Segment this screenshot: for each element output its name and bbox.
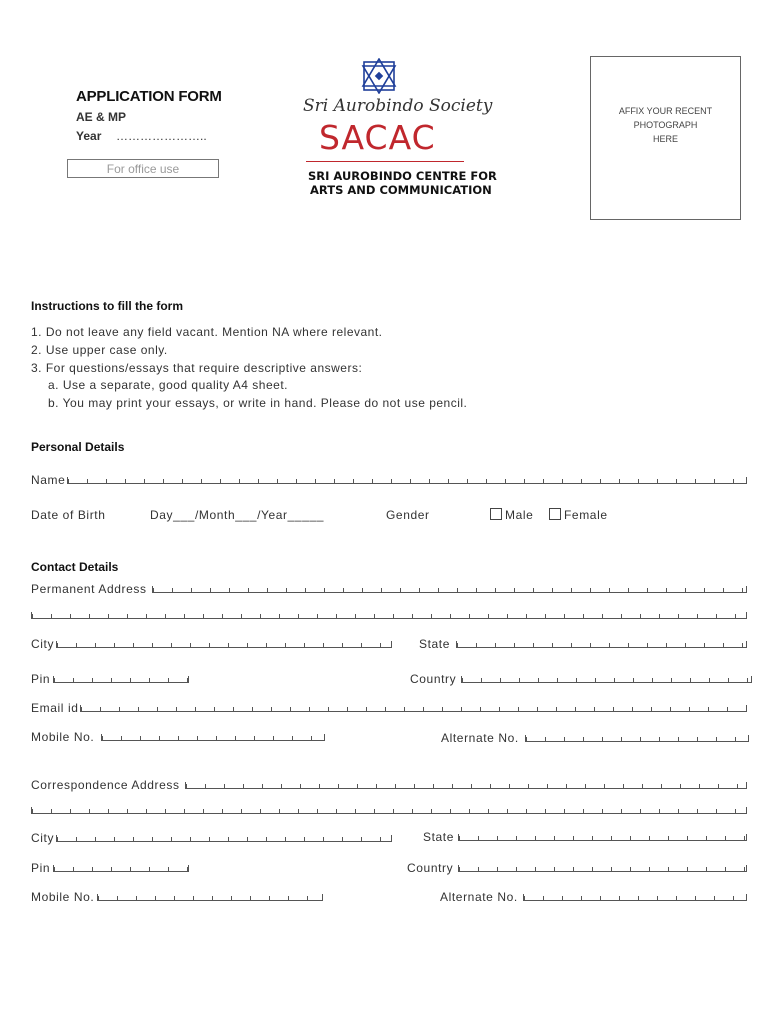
- country-field[interactable]: [458, 865, 747, 872]
- instruction-item: 2. Use upper case only.: [31, 343, 168, 357]
- photo-text-2: PHOTOGRAPH: [633, 120, 698, 130]
- country-field[interactable]: [461, 676, 752, 683]
- pin-field[interactable]: [53, 865, 189, 872]
- office-use-box: For office use: [67, 159, 219, 178]
- year-field[interactable]: …………………..: [116, 129, 207, 143]
- country-label: Country: [410, 672, 457, 686]
- mobile-field[interactable]: [101, 734, 325, 741]
- mobile-field[interactable]: [97, 894, 323, 901]
- permanent-address-field[interactable]: [152, 586, 747, 593]
- city-label: City: [31, 637, 55, 651]
- male-checkbox[interactable]: [490, 508, 502, 520]
- instruction-item: 1. Do not leave any field vacant. Mention NA where relevant.: [31, 325, 383, 339]
- mobile-label: Mobile No.: [31, 730, 95, 744]
- logo-line-2: ARTS AND COMMUNICATION: [310, 183, 492, 197]
- correspondence-address-field[interactable]: [185, 782, 747, 789]
- logo-script-text: Sri Aurobindo Society: [303, 96, 493, 116]
- instruction-item: a. Use a separate, good quality A4 sheet.: [48, 378, 288, 392]
- city-field[interactable]: [56, 641, 392, 648]
- pin-field[interactable]: [53, 676, 189, 683]
- alternate-label: Alternate No.: [441, 731, 519, 745]
- instructions-heading: Instructions to fill the form: [31, 299, 183, 313]
- email-label: Email id: [31, 701, 79, 715]
- state-label: State: [419, 637, 451, 651]
- correspondence-address-field-2[interactable]: [31, 807, 747, 814]
- contact-details-heading: Contact Details: [31, 560, 119, 574]
- year-label: Year: [76, 129, 102, 143]
- permanent-address-label: Permanent Address: [31, 582, 147, 596]
- city-label: City: [31, 831, 55, 845]
- instruction-item: 3. For questions/essays that require descriptive answers:: [31, 361, 363, 375]
- form-subtitle: AE & MP: [76, 110, 127, 124]
- personal-details-heading: Personal Details: [31, 440, 125, 454]
- logo-line-1: SRI AUROBINDO CENTRE FOR: [308, 169, 497, 183]
- dob-label: Date of Birth: [31, 508, 106, 522]
- photo-text-1: AFFIX YOUR RECENT: [618, 106, 713, 116]
- name-label: Name: [31, 473, 66, 487]
- photo-text-3: HERE: [652, 134, 678, 144]
- instruction-item: b. You may print your essays, or write in hand. Please do not use pencil.: [48, 396, 468, 410]
- dob-field[interactable]: Day___/Month___/Year_____: [150, 508, 325, 522]
- alternate-label: Alternate No.: [440, 890, 518, 904]
- email-field[interactable]: [80, 705, 747, 712]
- pin-label: Pin: [31, 672, 51, 686]
- logo-divider: [306, 161, 464, 162]
- state-label: State: [423, 830, 455, 844]
- logo-brand: SACAC: [319, 118, 436, 157]
- city-field[interactable]: [56, 835, 392, 842]
- female-label: Female: [564, 508, 608, 522]
- correspondence-address-label: Correspondence Address: [31, 778, 180, 792]
- country-label: Country: [407, 861, 454, 875]
- female-checkbox[interactable]: [549, 508, 561, 520]
- gender-female-option[interactable]: [549, 508, 608, 522]
- state-field[interactable]: [456, 641, 747, 648]
- form-title: APPLICATION FORM: [76, 88, 222, 105]
- gender-male-option[interactable]: [490, 508, 533, 522]
- pin-label: Pin: [31, 861, 51, 875]
- state-field[interactable]: [458, 834, 747, 841]
- alternate-field[interactable]: [525, 735, 749, 742]
- alternate-field[interactable]: [523, 894, 747, 901]
- name-field[interactable]: [67, 477, 747, 484]
- permanent-address-field-2[interactable]: [31, 612, 747, 619]
- male-label: Male: [505, 508, 534, 522]
- mobile-label: Mobile No.: [31, 890, 95, 904]
- blue-star-emblem-icon: [360, 58, 398, 94]
- gender-label: Gender: [386, 508, 430, 522]
- photo-box: [590, 56, 741, 220]
